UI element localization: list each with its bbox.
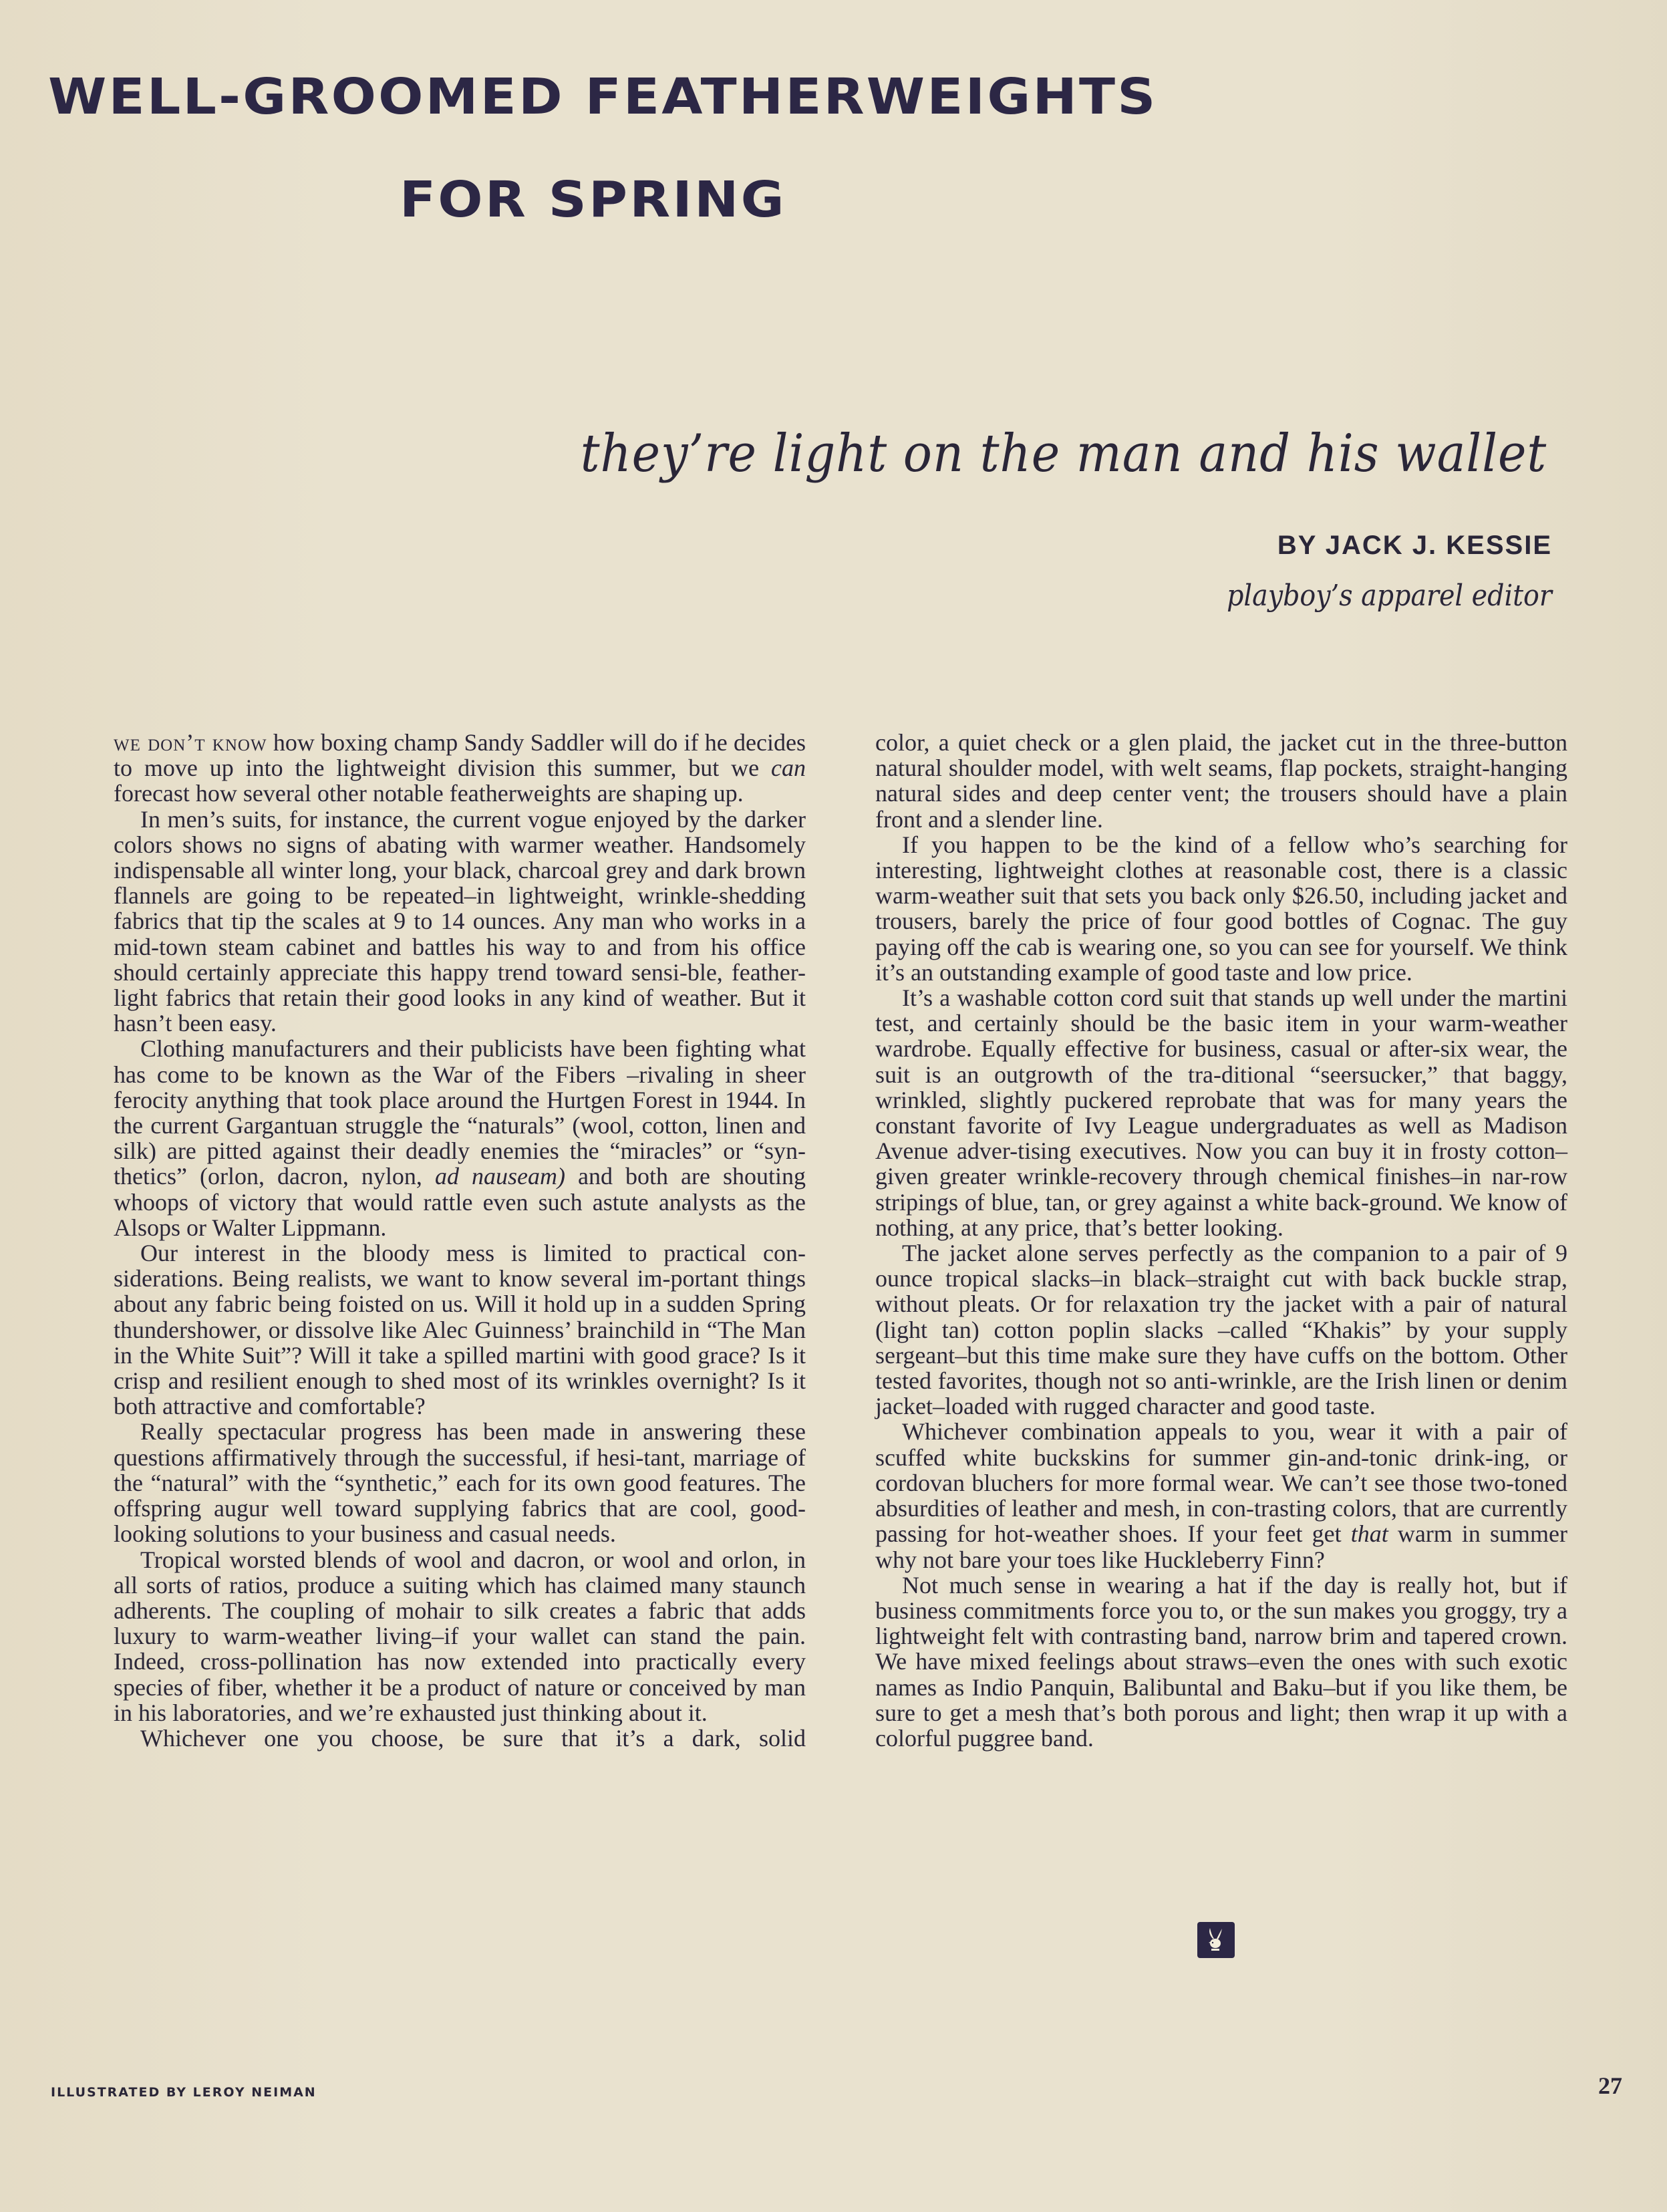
paragraph: Not much sense in wearing a hat if the day is really hot, but if business commitments force you to, or the sun makes you groggy, try a lightweight felt with contrasting band, narrow brim and tapered crown. We have mixed feelings about straws–even the ones with such exotic names as Indio Panquin, Balibuntal and Baku–but if you like them, be sure to get a mesh that’s both porous and light; then wrap it up with a colorful puggree band. — [875, 1571, 1567, 1752]
page-number: 27 — [1598, 2072, 1622, 2099]
paragraph: color, a quiet check or a glen plaid, the jacket cut in the three-button natural shoulder model, with welt seams, flap pockets, straight-hanging natural sides and deep center vent; the trousers should have a plain front and a slender line. — [875, 729, 1567, 833]
paragraph: If you happen to be the kind of a fellow who’s searching for interesting, lightweight clothes at reasonable cost, there is a classic warm-weather suit that sets you back only $26.50, including jacket and trousers, barely the price of four good bottles of Cognac. The guy paying off the cab is wearing one, so you can see for yourself. We think it’s an outstanding example of good taste and low price. — [875, 831, 1567, 986]
paragraph: Whichever combination appeals to you, wear it with a pair of scuffed white buckskins for summer gin-and-tonic drink-ing, or cordovan bluchers for more formal wear. We can’t see those two-toned absurdities of leather and mesh, in con-trasting colors, that are currently passing for hot-weather shoes. If your feet get that warm in summer why not bare your toes like Huckleberry Finn? — [875, 1418, 1568, 1573]
headline-line-1: WELL-GROOMED FEATHERWEIGHTS — [48, 68, 1158, 126]
byline: BY JACK J. KESSIE — [1277, 531, 1552, 560]
paragraph: The jacket alone serves perfectly as the companion to a pair of 9 ounce tropical slacks–in black–straight cut with back buckle strap, without pleats. Or for relaxation try the jacket with a pair of natural (light tan) cotton poplin slacks –called “Khakis” by your supply sergeant–but this time make sure they have cuffs on the bottom. Other tested favorites, though not so anti-wrinkle, are the Irish linen or denim jacket–loaded with rugged character and good taste. — [875, 1240, 1567, 1420]
paragraph: In men’s suits, for instance, the current vogue enjoyed by the darker colors shows no signs of abating with warmer weather. Handsomely indispensable all winter long, your black, charcoal grey and dark brown flannels are going to be repeated–in lightweight, wrinkle-shedding fabrics that tip the scales at 9 to 14 ounces. Any man who works in a mid-town steam cabinet and battles his way to and from his office should certainly appreciate this happy trend toward sensi-ble, feather-light fabrics that retain their good looks in any kind of weather. But it hasn’t been easy. — [114, 805, 806, 1037]
byline-title: playboy’s apparel editor — [1227, 579, 1552, 613]
rabbit-head-icon — [1205, 1927, 1227, 1953]
article-deck: they’re light on the man and his wallet — [580, 424, 1547, 484]
paragraph: we don’t know how boxing champ Sandy Saddler will do if he decides to move up into the lightweight division this summer, but we can forecast how several other notable featherweights are shaping up. — [114, 729, 806, 807]
body-column-right — [875, 730, 1567, 1751]
paragraph: Our interest in the bloody mess is limited to practical con-siderations. Being realists, we want to know several im-portant things about any fabric being foisted on us. Will it hold up in a sudden Spring thundershower, or dissolve like Alec Guinness’ brainchild in “The Man in the White Suit”? Will it take a spilled martini with good grace? Is it crisp and resilient enough to shed most of its wrinkles overnight? Is it both attractive and comfortable? — [114, 1240, 806, 1420]
illustrator-credit: ILLUSTRATED BY LEROY NEIMAN — [51, 2085, 317, 2100]
rabbit-head-logo-icon — [1197, 1922, 1235, 1958]
headline-line-2: FOR SPRING — [400, 171, 786, 229]
body-column-left — [114, 730, 806, 1751]
lead-in-smallcaps: we don’t know — [114, 729, 267, 756]
paragraph: Whichever one you choose, be sure that it’s a dark, solid — [140, 1724, 806, 1752]
paragraph: It’s a washable cotton cord suit that stands up well under the martini test, and certainly should be the basic item in your warm-weather wardrobe. Equally effective for business, casual or after-six wear, the suit is an outgrowth of the tra-ditional “seersucker,” that baggy, wrinkled, slightly puckered reprobate that was for many years the constant favorite of Ivy League undergraduates as well as Madison Avenue adver-tising executives. Now you can buy it in frosty cotton–given greater wrinkle-recovery through chemical finishes–in nar-row stripings of blue, tan, or grey against a white back-ground. We know of nothing, at any price, that’s better looking. — [875, 984, 1567, 1241]
paragraph: Really spectacular progress has been made in answering these questions affirmatively through the successful, if hesi-tant, marriage of the “natural” with the “synthetic,” each for its own good features. The offspring augur well toward supplying fabrics that are cool, good-looking solutions to your business and casual needs. — [114, 1418, 806, 1548]
paragraph: Tropical worsted blends of wool and dacron, or wool and orlon, in all sorts of ratios, produce a suiting which has claimed many staunch adherents. The coupling of mohair to silk creates a fabric that adds luxury to warm-weather living–if your wallet can stand the pain. Indeed, cross-pollination has now extended into practically every species of fiber, whether it be a product of nature or conceived by man in his laboratories, and we’re exhausted just thinking about it. — [114, 1546, 806, 1726]
paragraph: Clothing manufacturers and their publicists have been fighting what has come to be known as the War of the Fibers –rivaling in sheer ferocity anything that took place around the Hurtgen Forest in 1944. In the current Gargantuan struggle the “naturals” (wool, cotton, linen and silk) are pitted against their deadly enemies the “miracles” or “syn-thetics” (orlon, dacron, nylon, ad nauseam) and both are shouting whoops of victory that would rattle even such astute analysts as the Alsops or Walter Lippmann. — [114, 1035, 806, 1241]
